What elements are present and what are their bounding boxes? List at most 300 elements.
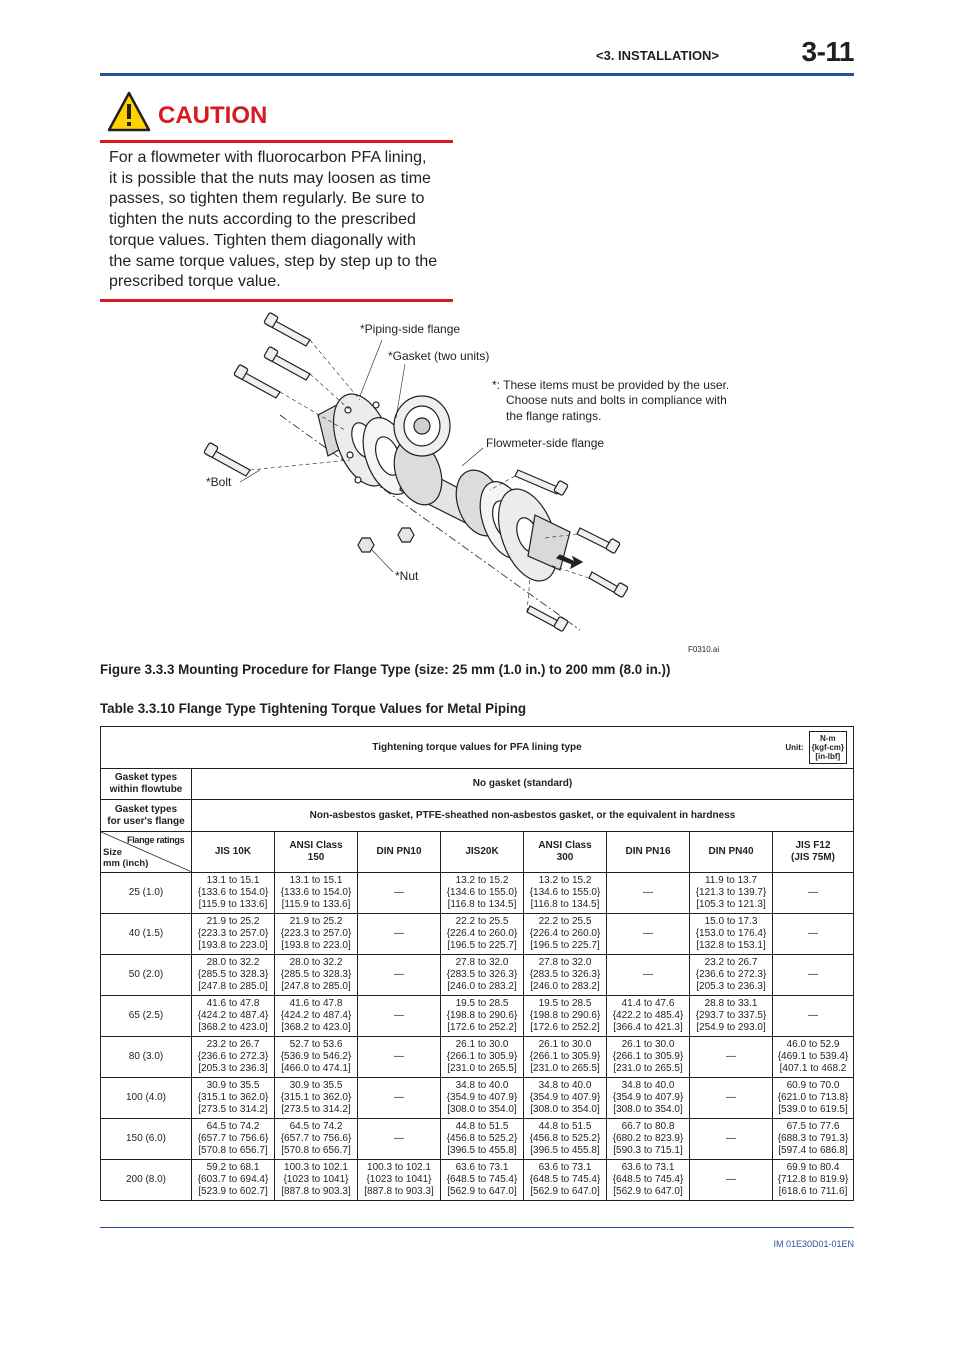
torque-value-line: {223.3 to 257.0} <box>197 928 269 939</box>
torque-value-line: [172.6 to 252.2] <box>447 1022 517 1033</box>
torque-value-line: [396.5 to 455.8] <box>447 1145 517 1156</box>
torque-value-line: [115.9 to 133.6] <box>198 899 268 910</box>
size-cell: 50 (2.0) <box>101 955 192 996</box>
torque-value-line: [562.9 to 647.0] <box>447 1186 517 1197</box>
torque-value-line: 34.8 to 40.0 <box>621 1080 675 1091</box>
torque-cell <box>192 1160 275 1201</box>
torque-value-line: {134.6 to 155.0} <box>529 887 601 898</box>
gasket-user-label <box>101 800 192 832</box>
torque-cell <box>441 996 524 1037</box>
torque-value-line: 34.8 to 40.0 <box>455 1080 509 1091</box>
torque-value-line: — <box>394 1051 404 1062</box>
torque-value-line: — <box>726 1174 736 1185</box>
torque-value-line: 64.5 to 74.2 <box>289 1121 343 1132</box>
torque-value-line: {198.8 to 290.6} <box>529 1010 601 1021</box>
torque-cell <box>607 873 690 914</box>
torque-value-line: 11.9 to 13.7 <box>704 875 758 886</box>
torque-cell <box>441 955 524 996</box>
document-id: IM 01E30D01-01EN <box>773 1239 854 1249</box>
torque-cell <box>690 873 773 914</box>
column-header-line: DIN PN40 <box>708 846 754 857</box>
torque-cell <box>192 955 275 996</box>
torque-cell <box>358 1119 441 1160</box>
label-flowmeter-side-flange: Flowmeter-side flange <box>486 436 605 450</box>
torque-value-line: [193.8 to 223.0] <box>198 940 268 951</box>
torque-cell <box>441 914 524 955</box>
torque-value-line: 13.2 to 15.2 <box>455 875 509 886</box>
torque-value-line: {226.4 to 260.0} <box>529 928 601 939</box>
torque-value-line: — <box>394 1092 404 1103</box>
torque-value-line: {657.7 to 756.6} <box>280 1133 352 1144</box>
torque-value-line: 22.2 to 25.5 <box>538 916 592 927</box>
torque-table <box>100 726 854 1201</box>
torque-cell <box>358 1160 441 1201</box>
torque-value-line: {469.1 to 539.4} <box>777 1051 849 1062</box>
torque-value-line: [407.1 to 468.2 <box>779 1063 847 1074</box>
torque-value-line: {648.5 to 745.4} <box>446 1174 518 1185</box>
figure-caption: Figure 3.3.3 Mounting Procedure for Flange Type (size: 25 mm (1.0 in.) to 200 mm (8.0 in.)) <box>100 662 671 677</box>
torque-value-line: {134.6 to 155.0} <box>446 887 518 898</box>
torque-value-line: [396.5 to 455.8] <box>530 1145 600 1156</box>
torque-cell <box>441 1119 524 1160</box>
torque-value-line: — <box>726 1092 736 1103</box>
column-header-line: (JIS 75M) <box>791 852 835 863</box>
torque-value-line: — <box>394 928 404 939</box>
gasket-user-value: Non-asbestos gasket, PTFE-sheathed non-asbestos gasket, or the equivalent in hardness <box>192 800 854 832</box>
torque-value-line: {712.8 to 819.9} <box>777 1174 849 1185</box>
torque-cell <box>358 996 441 1037</box>
header-rule <box>100 73 854 76</box>
column-header <box>275 832 358 873</box>
torque-cell <box>524 914 607 955</box>
torque-cell <box>358 1037 441 1078</box>
torque-cell <box>690 955 773 996</box>
torque-cell <box>773 1037 854 1078</box>
torque-value-line: [570.8 to 656.7] <box>281 1145 351 1156</box>
torque-value-line: 19.5 to 28.5 <box>455 998 509 1009</box>
column-header <box>441 832 524 873</box>
table-title: Tightening torque values for PFA lining type <box>372 741 582 753</box>
torque-value-line: {621.0 to 713.8} <box>777 1092 849 1103</box>
torque-value-line: [466.0 to 474.1] <box>281 1063 351 1074</box>
torque-value-line: {285.5 to 328.3} <box>280 969 352 980</box>
torque-cell <box>275 914 358 955</box>
label-line: Gasket types <box>114 803 178 815</box>
torque-value-line: {266.1 to 305.9} <box>612 1051 684 1062</box>
torque-value-line: [246.0 to 283.2] <box>530 981 600 992</box>
torque-cell <box>607 996 690 1037</box>
torque-value-line: — <box>394 969 404 980</box>
corner-size <box>103 847 148 869</box>
table-row <box>101 996 854 1037</box>
torque-value-line: 66.7 to 80.8 <box>621 1121 675 1132</box>
section-title: <3. INSTALLATION> <box>596 48 720 63</box>
torque-value-line: 23.2 to 26.7 <box>704 957 758 968</box>
torque-value-line: [132.8 to 153.1] <box>696 940 766 951</box>
torque-cell <box>275 1037 358 1078</box>
size-cell: 25 (1.0) <box>101 873 192 914</box>
unit-values <box>809 731 847 764</box>
torque-cell <box>607 1160 690 1201</box>
torque-value-line: 26.1 to 30.0 <box>538 1039 592 1050</box>
column-header <box>358 832 441 873</box>
torque-value-line: — <box>808 887 818 898</box>
torque-value-line: [172.6 to 252.2] <box>530 1022 600 1033</box>
torque-value-line: [273.5 to 314.2] <box>198 1104 268 1115</box>
torque-value-line: 30.9 to 35.5 <box>289 1080 343 1091</box>
table-row <box>101 914 854 955</box>
torque-value-line: [368.2 to 423.0] <box>198 1022 268 1033</box>
torque-cell <box>607 914 690 955</box>
torque-value-line: 22.2 to 25.5 <box>455 916 509 927</box>
torque-value-line: [539.0 to 619.5] <box>778 1104 848 1115</box>
torque-value-line: 44.8 to 51.5 <box>538 1121 592 1132</box>
torque-value-line: 100.3 to 102.1 <box>367 1162 431 1173</box>
torque-value-line: — <box>808 1010 818 1021</box>
size-cell: 200 (8.0) <box>101 1160 192 1201</box>
torque-value-line: [887.8 to 903.3] <box>281 1186 351 1197</box>
torque-value-line: 28.0 to 32.2 <box>289 957 343 968</box>
torque-cell <box>441 1078 524 1119</box>
caution-line: torque values. Tighten them diagonally with <box>109 231 416 249</box>
unit-box <box>785 731 847 764</box>
torque-value-line: [247.8 to 285.0] <box>281 981 351 992</box>
torque-cell <box>441 1037 524 1078</box>
torque-value-line: [116.8 to 134.5] <box>447 899 517 910</box>
torque-cell <box>441 1160 524 1201</box>
torque-value-line: {121.3 to 139.7} <box>695 887 767 898</box>
torque-cell <box>192 1119 275 1160</box>
caution-line: passes, so tighten them regularly. Be sure to <box>109 190 425 208</box>
torque-value-line: {354.9 to 407.9} <box>529 1092 601 1103</box>
torque-cell <box>192 996 275 1037</box>
torque-value-line: [570.8 to 656.7] <box>198 1145 268 1156</box>
torque-value-line: — <box>643 887 653 898</box>
torque-value-line: {226.4 to 260.0} <box>446 928 518 939</box>
torque-cell <box>358 1078 441 1119</box>
torque-value-line: {424.2 to 487.4} <box>197 1010 269 1021</box>
torque-value-line: {293.7 to 337.5} <box>695 1010 767 1021</box>
torque-value-line: {422.2 to 485.4} <box>612 1010 684 1021</box>
torque-cell <box>275 1160 358 1201</box>
label-note-line2: Choose nuts and bolts in compliance with <box>506 393 727 407</box>
torque-value-line: 23.2 to 26.7 <box>206 1039 260 1050</box>
torque-cell <box>690 1037 773 1078</box>
torque-value-line: [247.8 to 285.0] <box>198 981 268 992</box>
torque-value-line: 44.8 to 51.5 <box>455 1121 509 1132</box>
unit-inlbf: [in-lbf] <box>815 752 841 761</box>
torque-cell <box>773 914 854 955</box>
torque-value-line: {223.3 to 257.0} <box>280 928 352 939</box>
corner-size-line: Size <box>103 847 123 858</box>
torque-value-line: 30.9 to 35.5 <box>206 1080 260 1091</box>
torque-cell <box>275 955 358 996</box>
torque-cell <box>690 1160 773 1201</box>
torque-value-line: {536.9 to 546.2} <box>280 1051 352 1062</box>
torque-value-line: [254.9 to 293.0] <box>696 1022 766 1033</box>
torque-value-line: — <box>726 1051 736 1062</box>
caution-text <box>100 143 453 302</box>
label-piping-side-flange: *Piping-side flange <box>360 322 461 336</box>
torque-value-line: {1023 to 1041} <box>366 1174 432 1185</box>
torque-value-line: {266.1 to 305.9} <box>446 1051 518 1062</box>
table-caption: Table 3.3.10 Flange Type Tightening Torque Values for Metal Piping <box>100 701 527 716</box>
torque-cell <box>524 1078 607 1119</box>
caution-line: it is possible that the nuts may loosen as time <box>109 169 431 187</box>
torque-value-line: 67.5 to 77.6 <box>786 1121 840 1132</box>
torque-cell <box>192 1078 275 1119</box>
torque-value-line: {315.1 to 362.0} <box>197 1092 269 1103</box>
torque-value-line: 63.6 to 73.1 <box>538 1162 592 1173</box>
torque-value-line: — <box>808 928 818 939</box>
torque-cell <box>690 914 773 955</box>
torque-value-line: 64.5 to 74.2 <box>206 1121 260 1132</box>
torque-cell <box>773 996 854 1037</box>
torque-cell <box>773 873 854 914</box>
torque-cell <box>275 1078 358 1119</box>
torque-value-line: [562.9 to 647.0] <box>530 1186 600 1197</box>
torque-value-line: [205.3 to 236.3] <box>198 1063 268 1074</box>
table-row <box>101 955 854 996</box>
torque-cell <box>192 873 275 914</box>
torque-value-line: [590.3 to 715.1] <box>613 1145 683 1156</box>
torque-cell <box>773 1119 854 1160</box>
torque-value-line: {1023 to 1041} <box>283 1174 349 1185</box>
torque-value-line: [116.8 to 134.5] <box>530 899 600 910</box>
torque-value-line: 26.1 to 30.0 <box>455 1039 509 1050</box>
caution-line: prescribed torque value. <box>109 273 281 291</box>
unit-kgfcm: {kgf-cm} <box>811 743 845 752</box>
torque-value-line: 28.0 to 32.2 <box>206 957 260 968</box>
torque-cell <box>690 1119 773 1160</box>
torque-cell <box>524 1119 607 1160</box>
column-header <box>773 832 854 873</box>
torque-value-line: {648.5 to 745.4} <box>612 1174 684 1185</box>
caution-line: tighten the nuts according to the prescribed <box>109 211 416 229</box>
torque-value-line: 63.6 to 73.1 <box>621 1162 675 1173</box>
column-header-line: 150 <box>307 852 325 863</box>
caution-line: the same torque values, step by step up to the <box>109 252 438 270</box>
label-note-line3: the flange ratings. <box>506 409 602 423</box>
torque-value-line: [193.8 to 223.0] <box>281 940 351 951</box>
torque-value-line: 63.6 to 73.1 <box>455 1162 509 1173</box>
torque-cell <box>607 1078 690 1119</box>
label-line: within flowtube <box>109 784 183 795</box>
gasket-flowtube-value: No gasket (standard) <box>192 769 854 800</box>
torque-cell <box>524 873 607 914</box>
corner-flange-ratings: Flange ratings <box>127 835 185 845</box>
torque-value-line: [618.6 to 711.6] <box>778 1186 848 1197</box>
column-header-line: ANSI Class <box>538 840 592 851</box>
corner-size-line: mm (inch) <box>103 858 149 869</box>
column-header <box>192 832 275 873</box>
torque-value-line: {680.2 to 823.9} <box>612 1133 684 1144</box>
column-header-line: DIN PN16 <box>625 846 671 857</box>
size-cell: 80 (3.0) <box>101 1037 192 1078</box>
torque-value-line: [231.0 to 265.5] <box>613 1063 683 1074</box>
torque-value-line: [196.5 to 225.7] <box>447 940 517 951</box>
column-header-line: JIS20K <box>465 846 499 857</box>
torque-value-line: [196.5 to 225.7] <box>530 940 600 951</box>
torque-value-line: — <box>394 1133 404 1144</box>
torque-value-line: 100.3 to 102.1 <box>284 1162 348 1173</box>
torque-value-line: [231.0 to 265.5] <box>447 1063 517 1074</box>
torque-cell <box>358 873 441 914</box>
column-header-line: JIS 10K <box>214 846 252 857</box>
size-cell: 65 (2.5) <box>101 996 192 1037</box>
torque-value-line: [597.4 to 686.8] <box>778 1145 848 1156</box>
torque-value-line: 41.6 to 47.8 <box>206 998 260 1009</box>
torque-value-line: — <box>726 1133 736 1144</box>
torque-value-line: [273.5 to 314.2] <box>281 1104 351 1115</box>
torque-value-line: — <box>394 887 404 898</box>
torque-cell <box>607 955 690 996</box>
torque-cell <box>773 1078 854 1119</box>
torque-value-line: {266.1 to 305.9} <box>529 1051 601 1062</box>
torque-cell <box>441 873 524 914</box>
torque-cell <box>275 1119 358 1160</box>
torque-value-line: {354.9 to 407.9} <box>612 1092 684 1103</box>
torque-cell <box>690 996 773 1037</box>
warning-triangle-icon <box>107 90 151 134</box>
torque-cell <box>607 1119 690 1160</box>
label-note-line1: *: These items must be provided by the user. <box>492 378 730 392</box>
torque-cell <box>358 955 441 996</box>
torque-cell <box>524 1160 607 1201</box>
caution-title: CAUTION <box>158 102 268 129</box>
torque-cell <box>275 996 358 1037</box>
torque-value-line: {456.8 to 525.2} <box>529 1133 601 1144</box>
torque-value-line: {153.0 to 176.4} <box>695 928 767 939</box>
unit-label: Unit: <box>785 742 804 752</box>
torque-value-line: {198.8 to 290.6} <box>446 1010 518 1021</box>
torque-value-line: 26.1 to 30.0 <box>621 1039 675 1050</box>
torque-value-line: {236.6 to 272.3} <box>197 1051 269 1062</box>
torque-cell <box>192 1037 275 1078</box>
torque-value-line: {603.7 to 694.4} <box>197 1174 269 1185</box>
torque-cell <box>192 914 275 955</box>
torque-value-line: {456.8 to 525.2} <box>446 1133 518 1144</box>
torque-value-line: — <box>394 1010 404 1021</box>
torque-value-line: 41.6 to 47.8 <box>289 998 343 1009</box>
torque-value-line: {354.9 to 407.9} <box>446 1092 518 1103</box>
torque-value-line: 59.2 to 68.1 <box>206 1162 260 1173</box>
torque-value-line: 19.5 to 28.5 <box>538 998 592 1009</box>
torque-value-line: 21.9 to 25.2 <box>289 916 343 927</box>
torque-value-line: [368.2 to 423.0] <box>281 1022 351 1033</box>
column-header-line: 300 <box>556 852 574 863</box>
torque-value-line: 15.0 to 17.3 <box>704 916 758 927</box>
caution-line: For a flowmeter with fluorocarbon PFA lining, <box>109 149 427 166</box>
torque-value-line: {688.3 to 791.3} <box>777 1133 849 1144</box>
mounting-figure <box>200 310 760 660</box>
torque-value-line: [231.0 to 265.5] <box>530 1063 600 1074</box>
caution-box <box>100 86 453 302</box>
unit-nm: N-m <box>820 734 836 743</box>
label-line: for user's flange <box>107 815 185 827</box>
torque-cell <box>524 1037 607 1078</box>
caution-header <box>100 86 453 143</box>
column-header-line: ANSI Class <box>289 840 343 851</box>
torque-value-line: {285.5 to 328.3} <box>197 969 269 980</box>
torque-value-line: — <box>643 928 653 939</box>
column-header-line: JIS F12 <box>795 840 831 851</box>
torque-cell <box>524 996 607 1037</box>
torque-value-line: 27.8 to 32.0 <box>455 957 509 968</box>
torque-value-line: 27.8 to 32.0 <box>538 957 592 968</box>
corner-header-cell <box>101 832 192 873</box>
gasket-flowtube-label <box>101 769 192 800</box>
torque-value-line: — <box>643 969 653 980</box>
size-cell: 100 (4.0) <box>101 1078 192 1119</box>
table-row <box>101 1078 854 1119</box>
torque-value-line: {283.5 to 326.3} <box>529 969 601 980</box>
torque-value-line: 34.8 to 40.0 <box>538 1080 592 1091</box>
figure-file-id: F0310.ai <box>688 645 720 654</box>
torque-value-line: 13.1 to 15.1 <box>206 875 260 886</box>
torque-cell <box>607 1037 690 1078</box>
torque-value-line: {236.6 to 272.3} <box>695 969 767 980</box>
torque-value-line: [115.9 to 133.6] <box>281 899 351 910</box>
torque-value-line: {283.5 to 326.3} <box>446 969 518 980</box>
page-number: 3-11 <box>801 36 854 67</box>
table-row <box>101 873 854 914</box>
torque-value-line: 69.9 to 80.4 <box>786 1162 840 1173</box>
torque-value-line: {133.6 to 154.0} <box>280 887 352 898</box>
torque-value-line: 13.1 to 15.1 <box>289 875 343 886</box>
torque-value-line: [205.3 to 236.3] <box>696 981 766 992</box>
label-nut: *Nut <box>395 569 419 583</box>
torque-value-line: [887.8 to 903.3] <box>364 1186 434 1197</box>
torque-value-line: {133.6 to 154.0} <box>197 887 269 898</box>
torque-value-line: [523.9 to 602.7] <box>198 1186 268 1197</box>
label-gasket: *Gasket (two units) <box>388 349 490 363</box>
column-header-line: DIN PN10 <box>376 846 422 857</box>
size-cell: 150 (6.0) <box>101 1119 192 1160</box>
torque-value-line: 28.8 to 33.1 <box>704 998 758 1009</box>
torque-cell <box>773 1160 854 1201</box>
column-header <box>690 832 773 873</box>
table-row <box>101 1037 854 1078</box>
torque-value-line: 60.9 to 70.0 <box>786 1080 840 1091</box>
column-header <box>524 832 607 873</box>
torque-cell <box>690 1078 773 1119</box>
torque-value-line: [366.4 to 421.3] <box>613 1022 683 1033</box>
torque-value-line: {315.1 to 362.0} <box>280 1092 352 1103</box>
torque-value-line: 52.7 to 53.6 <box>289 1039 343 1050</box>
torque-cell <box>275 873 358 914</box>
torque-value-line: 13.2 to 15.2 <box>538 875 592 886</box>
torque-value-line: [308.0 to 354.0] <box>613 1104 683 1115</box>
label-line: Gasket types <box>114 772 178 783</box>
label-bolt: *Bolt <box>206 475 232 489</box>
torque-value-line: 46.0 to 52.9 <box>786 1039 840 1050</box>
torque-value-line: [562.9 to 647.0] <box>613 1186 683 1197</box>
table-row <box>101 1119 854 1160</box>
torque-value-line: [105.3 to 121.3] <box>696 899 766 910</box>
torque-value-line: {648.5 to 745.4} <box>529 1174 601 1185</box>
footer-rule <box>100 1227 854 1228</box>
torque-value-line: 21.9 to 25.2 <box>206 916 260 927</box>
torque-cell <box>524 955 607 996</box>
torque-value-line: [308.0 to 354.0] <box>530 1104 600 1115</box>
torque-cell <box>358 914 441 955</box>
torque-cell <box>773 955 854 996</box>
torque-value-line: {657.7 to 756.6} <box>197 1133 269 1144</box>
table-row <box>101 1160 854 1201</box>
table-title-cell <box>101 727 854 769</box>
torque-value-line: [246.0 to 283.2] <box>447 981 517 992</box>
